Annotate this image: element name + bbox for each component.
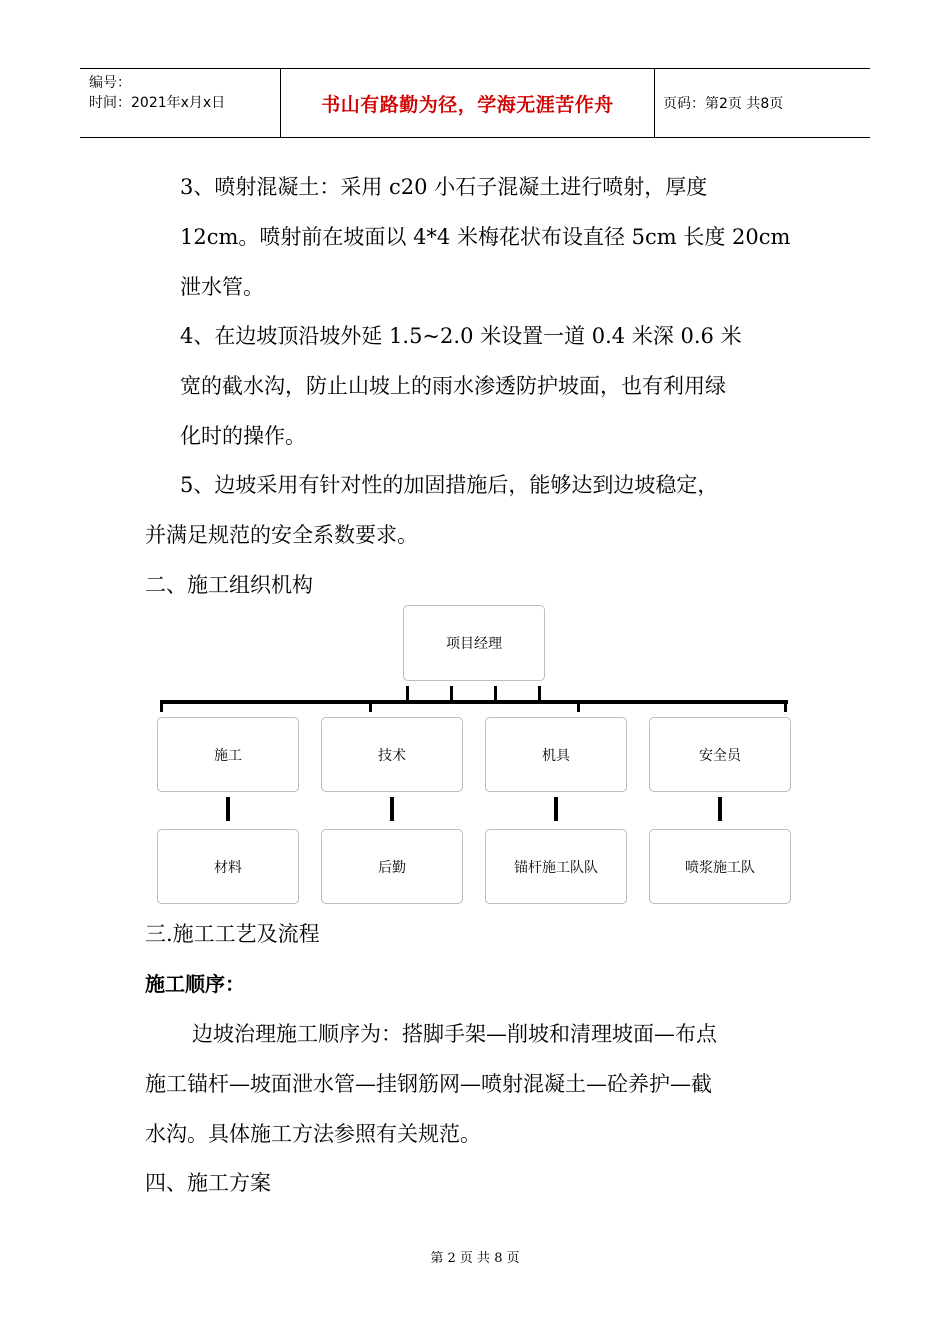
org-node-construction: 施工 xyxy=(157,717,299,792)
org-connector xyxy=(554,797,558,821)
org-connector xyxy=(718,797,722,821)
org-horizontal-bar xyxy=(160,700,788,704)
org-connector xyxy=(577,702,580,712)
paragraph-5-line-1: 5、边坡采用有针对性的加固措施后，能够达到边坡稳定， xyxy=(180,473,719,497)
paragraph-4-line-2: 宽的截水沟，防止山坡上的雨水渗透防护坡面，也有利用绿 xyxy=(180,374,726,398)
org-node-safety-officer: 安全员 xyxy=(649,717,791,792)
org-connector xyxy=(390,797,394,821)
org-node-anchor-team: 锚杆施工队队 xyxy=(485,829,627,904)
paragraph-5-line-2: 并满足规范的安全系数要求。 xyxy=(145,523,418,547)
number-label: 编号： xyxy=(89,75,131,91)
paragraph-3-line-3: 泄水管。 xyxy=(180,275,264,299)
org-node-machinery: 机具 xyxy=(485,717,627,792)
section-2-heading: 二、施工组织机构 xyxy=(145,573,313,597)
header-left-cell xyxy=(80,69,281,137)
sequence-line-2: 施工锚杆—坡面泄水管—挂钢筋网—喷射混凝土—砼养护—截 xyxy=(145,1072,712,1096)
org-connector xyxy=(160,702,163,712)
page-header xyxy=(80,68,870,138)
header-middle-cell xyxy=(281,69,655,137)
paragraph-3-line-1: 3、喷射混凝土：采用 c20 小石子混凝土进行喷射，厚度 xyxy=(180,175,708,199)
org-node-materials: 材料 xyxy=(157,829,299,904)
header-page-info: 页码：第2页 共8页 xyxy=(663,96,784,112)
org-connector xyxy=(369,702,372,712)
construction-sequence-heading: 施工顺序： xyxy=(145,972,245,996)
sequence-line-3: 水沟。具体施工方法参照有关规范。 xyxy=(145,1122,481,1146)
section-3-heading: 三.施工工艺及流程 xyxy=(145,922,320,946)
header-right-cell xyxy=(655,69,870,137)
page-footer: 第 2 页 共 8 页 xyxy=(430,1251,520,1266)
section-4-heading: 四、施工方案 xyxy=(145,1171,271,1195)
org-connector xyxy=(226,797,230,821)
paragraph-4-line-3: 化时的操作。 xyxy=(180,424,306,448)
org-node-logistics: 后勤 xyxy=(321,829,463,904)
org-node-technical: 技术 xyxy=(321,717,463,792)
org-connector xyxy=(784,702,787,712)
sequence-line-1: 边坡治理施工顺序为：搭脚手架—削坡和清理坡面—布点 xyxy=(192,1022,717,1046)
header-motto: 书山有路勤为径，学海无涯苦作舟 xyxy=(321,93,614,116)
paragraph-3-line-2: 12cm。喷射前在坡面以 4*4 米梅花状布设直径 5cm 长度 20cm xyxy=(180,225,791,249)
org-node-shotcrete-team: 喷浆施工队 xyxy=(649,829,791,904)
paragraph-4-line-1: 4、在边坡顶沿坡外延 1.5~2.0 米设置一道 0.4 米深 0.6 米 xyxy=(180,324,742,348)
time-label: 时间：2021年x月x日 xyxy=(89,95,226,111)
org-node-project-manager: 项目经理 xyxy=(403,605,545,681)
